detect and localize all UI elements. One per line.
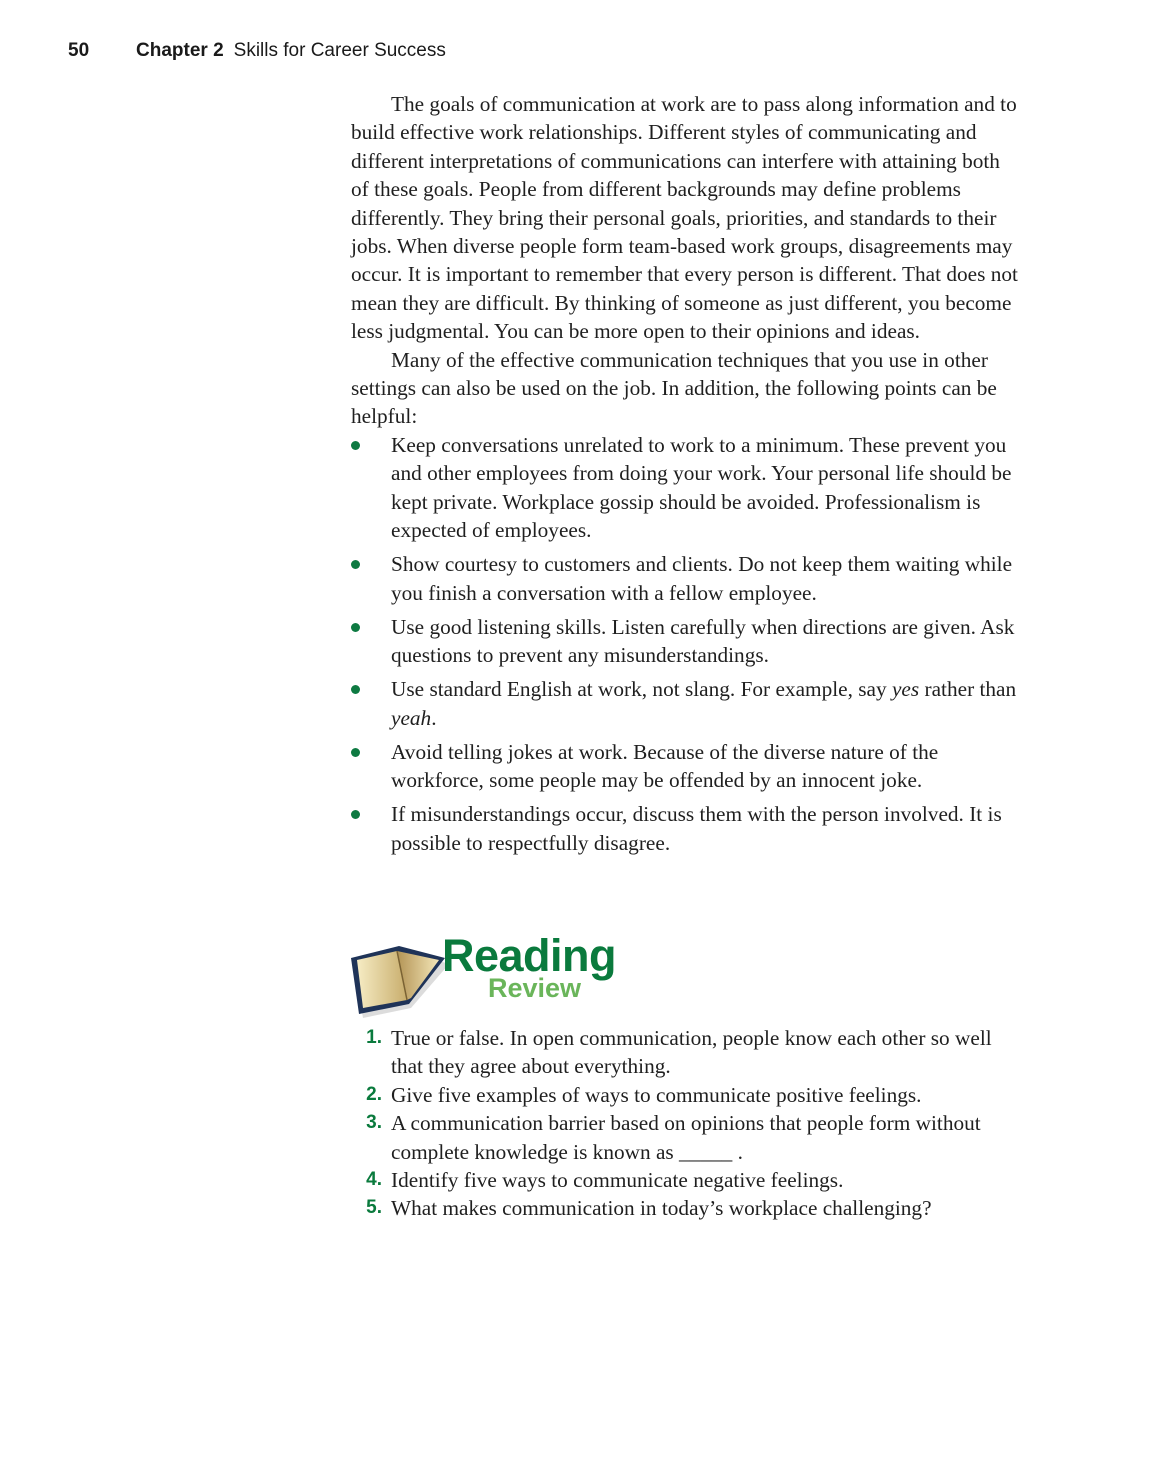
bullet-text: If misunderstandings occur, discuss them with the person involved. It is possible to respectfully disagree.: [391, 802, 1002, 855]
bullet-item: [351, 613, 1023, 670]
bullet-text-post: .: [431, 705, 437, 730]
question-text: True or false. In open communication, people know each other so well that they agree about everything.: [391, 1026, 992, 1079]
bullet-icon: [351, 748, 360, 757]
question-item: [351, 1166, 1023, 1194]
bullet-text: Keep conversations unrelated to work to a minimum. These prevent you and other employees from doing your work. Your personal life should be kept private. Workplace gossip should be avoided. Professionalism is expected of employees.: [391, 432, 1012, 543]
review-questions: [351, 1024, 1023, 1223]
bullet-icon: [351, 685, 360, 694]
question-number: 1.: [366, 1027, 382, 1048]
question-number: 4.: [366, 1169, 382, 1191]
review-subtitle: Review: [488, 973, 582, 1003]
bullet-icon: [351, 560, 360, 569]
bullet-item: [351, 800, 1023, 857]
question-number: 5.: [366, 1197, 382, 1219]
question-text: A communication barrier based on opinions that people form without complete knowledge is known as _____ .: [391, 1111, 981, 1164]
bullet-text-pre: Use standard English at work, not slang. For example, say: [391, 677, 892, 702]
reading-title: Reading: [442, 930, 617, 981]
bullet-text-mid: rather than: [919, 677, 1017, 702]
question-number: 3.: [366, 1112, 382, 1134]
open-book-icon: [349, 944, 454, 1022]
chapter-title: Skills for Career Success: [233, 40, 446, 61]
bullet-icon: [351, 810, 360, 819]
question-item: [351, 1194, 1023, 1222]
main-text: [351, 90, 1023, 857]
bullet-icon: [351, 441, 360, 450]
question-item: [351, 1081, 1023, 1109]
question-text: Identify five ways to communicate negative feelings.: [391, 1168, 844, 1193]
question-text: What makes communication in today’s workplace challenging?: [391, 1196, 932, 1221]
italic-word: yes: [891, 677, 920, 702]
paragraph: The goals of communication at work are to pass along information and to build effective work relationships. Different styles of communicating and different interpretations of communications can interfere with attaining both of these goals. People from different backgrounds may define problems differently. They bring their personal goals, priorities, and standards to their jobs. When diverse people form team-based work groups, disagreements may occur. It is important to remember that every person is different. That does not mean they are difficult. By thinking of someone as just different, you become less judgmental. You can be more open to their opinions and ideas.: [351, 92, 1018, 344]
bullet-text: Avoid telling jokes at work. Because of the diverse nature of the workforce, some people may be offended by an innocent joke.: [391, 739, 939, 793]
bullet-item: [351, 431, 1023, 545]
bullet-list: [351, 431, 1023, 857]
reading-review-heading: [349, 930, 649, 1025]
bullet-text: Use good listening skills. Listen carefully when directions are given. Ask questions to prevent any misunderstandings.: [391, 614, 1015, 668]
question-item: [351, 1024, 1023, 1081]
bullet-item: [351, 550, 1023, 607]
page-header: [68, 40, 446, 62]
bullet-item: [351, 675, 1023, 732]
paragraph: Many of the effective communication techniques that you use in other settings can also be used on the job. In addition, the following points can be helpful:: [351, 347, 997, 429]
bullet-item: [351, 738, 1023, 795]
question-item: [351, 1109, 1023, 1166]
chapter-label: Chapter 2: [136, 40, 224, 61]
bullet-text: Show courtesy to customers and clients. Do not keep them waiting while you finish a conversation with a fellow employee.: [391, 552, 1013, 605]
bullet-icon: [351, 623, 360, 632]
page-number: 50: [68, 40, 90, 61]
question-text: Give five examples of ways to communicate positive feelings.: [391, 1082, 922, 1107]
italic-word: yeah: [391, 705, 432, 730]
question-number: 2.: [366, 1083, 382, 1105]
